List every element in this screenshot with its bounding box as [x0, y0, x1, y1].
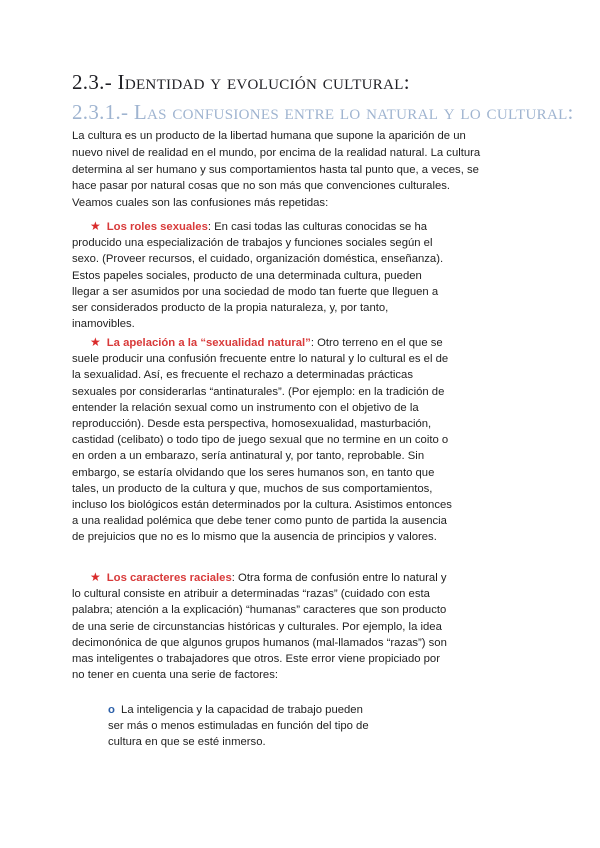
list-item-roles-sexuales: [72, 218, 452, 332]
item-keyword: La apelación a la “sexualidad natural”: [106, 337, 311, 349]
item-text: : Otro terreno en el que se suele producir una confusión frecuente entre lo natural y lo cultural es el de la sexualidad. Así, es frecuente el rechazo a determinadas prácticas sexuales por considerarlas “antinaturales”. (Por ejemplo: en la tradición de entender la relación sexual como un instrumento con el objetivo de la reproducción). Desde esta perspectiva, homosexualidad, masturbación, castidad (celibato) o todo tipo de juego sexual que no termine en un coito o en orden a un embarazo, sería antinatural y, por tanto, reprobable. Sin embargo, se estaría olvidando que los seres humanos son, en tanto que tales, un producto de la cultura y que, muchos de sus comportamientos, incluso los biológicos están determinados por la cultura. Asistimos entonces a una realidad polémica que debe tener como punto de partida la ausencia de prejuicios que no es lo mismo que la ausencia de principios y valores.: [72, 337, 452, 544]
item-keyword: Los roles sexuales: [106, 221, 208, 233]
section-heading: 2.3.- Identidad y evolución cultural:: [72, 70, 410, 94]
item-text: : Otra forma de confusión entre lo natural y lo cultural consiste en atribuir a determinadas “razas” (cuidado con esta palabra; atención a la explicación) “humanas” caracteres que son producto de una serie de circunstancias históricas y culturales. Por ejemplo, la idea decimonónica de que algunos grupos humanos (mal-llamados “razas”) son mas inteligentes o trabajadores que otros. Este error viene propiciado por no tener en cuenta una serie de factores:: [72, 572, 447, 682]
sub-item-text: La inteligencia y la capacidad de trabajo pueden ser más o menos estimuladas en función del tipo de cultura en que se esté inmerso.: [108, 704, 369, 749]
intro-paragraph: La cultura es un producto de la libertad humana que supone la aparición de un nuevo nivel de realidad en el mundo, por encima de la realidad natural. La cultura determina al ser humano y sus comportamientos hasta tal punto que, a veces, se hace pasar por natural cosas que no son más que convenciones culturales. Veamos cuales son las confusiones más repetidas:: [72, 130, 481, 210]
item-text: : En casi todas las culturas conocidas se ha producido una especialización de trabajos y funciones sociales según el sexo. (Proveer recursos, el cuidado, organización doméstica, enseñanza). Estos papeles sociales, producto de una determinada cultura, pueden llegar a ser asumidos por una sociedad de modo tan fuerte que lleguen a ser considerados producto de la propia naturaleza, y, por tanto, inamovibles.: [72, 221, 444, 331]
subsection-heading: 2.3.1.- Las confusiones entre lo natural y lo cultural:: [72, 100, 574, 124]
star-bullet-icon: ★: [90, 570, 101, 584]
sub-list-item: [108, 702, 378, 751]
list-item-sexualidad-natural: [72, 334, 452, 546]
circle-bullet-icon: o: [108, 704, 115, 716]
item-keyword: Los caracteres raciales: [106, 572, 232, 584]
star-bullet-icon: ★: [90, 335, 101, 349]
star-bullet-icon: ★: [90, 219, 101, 233]
list-item-caracteres-raciales: [72, 569, 452, 683]
